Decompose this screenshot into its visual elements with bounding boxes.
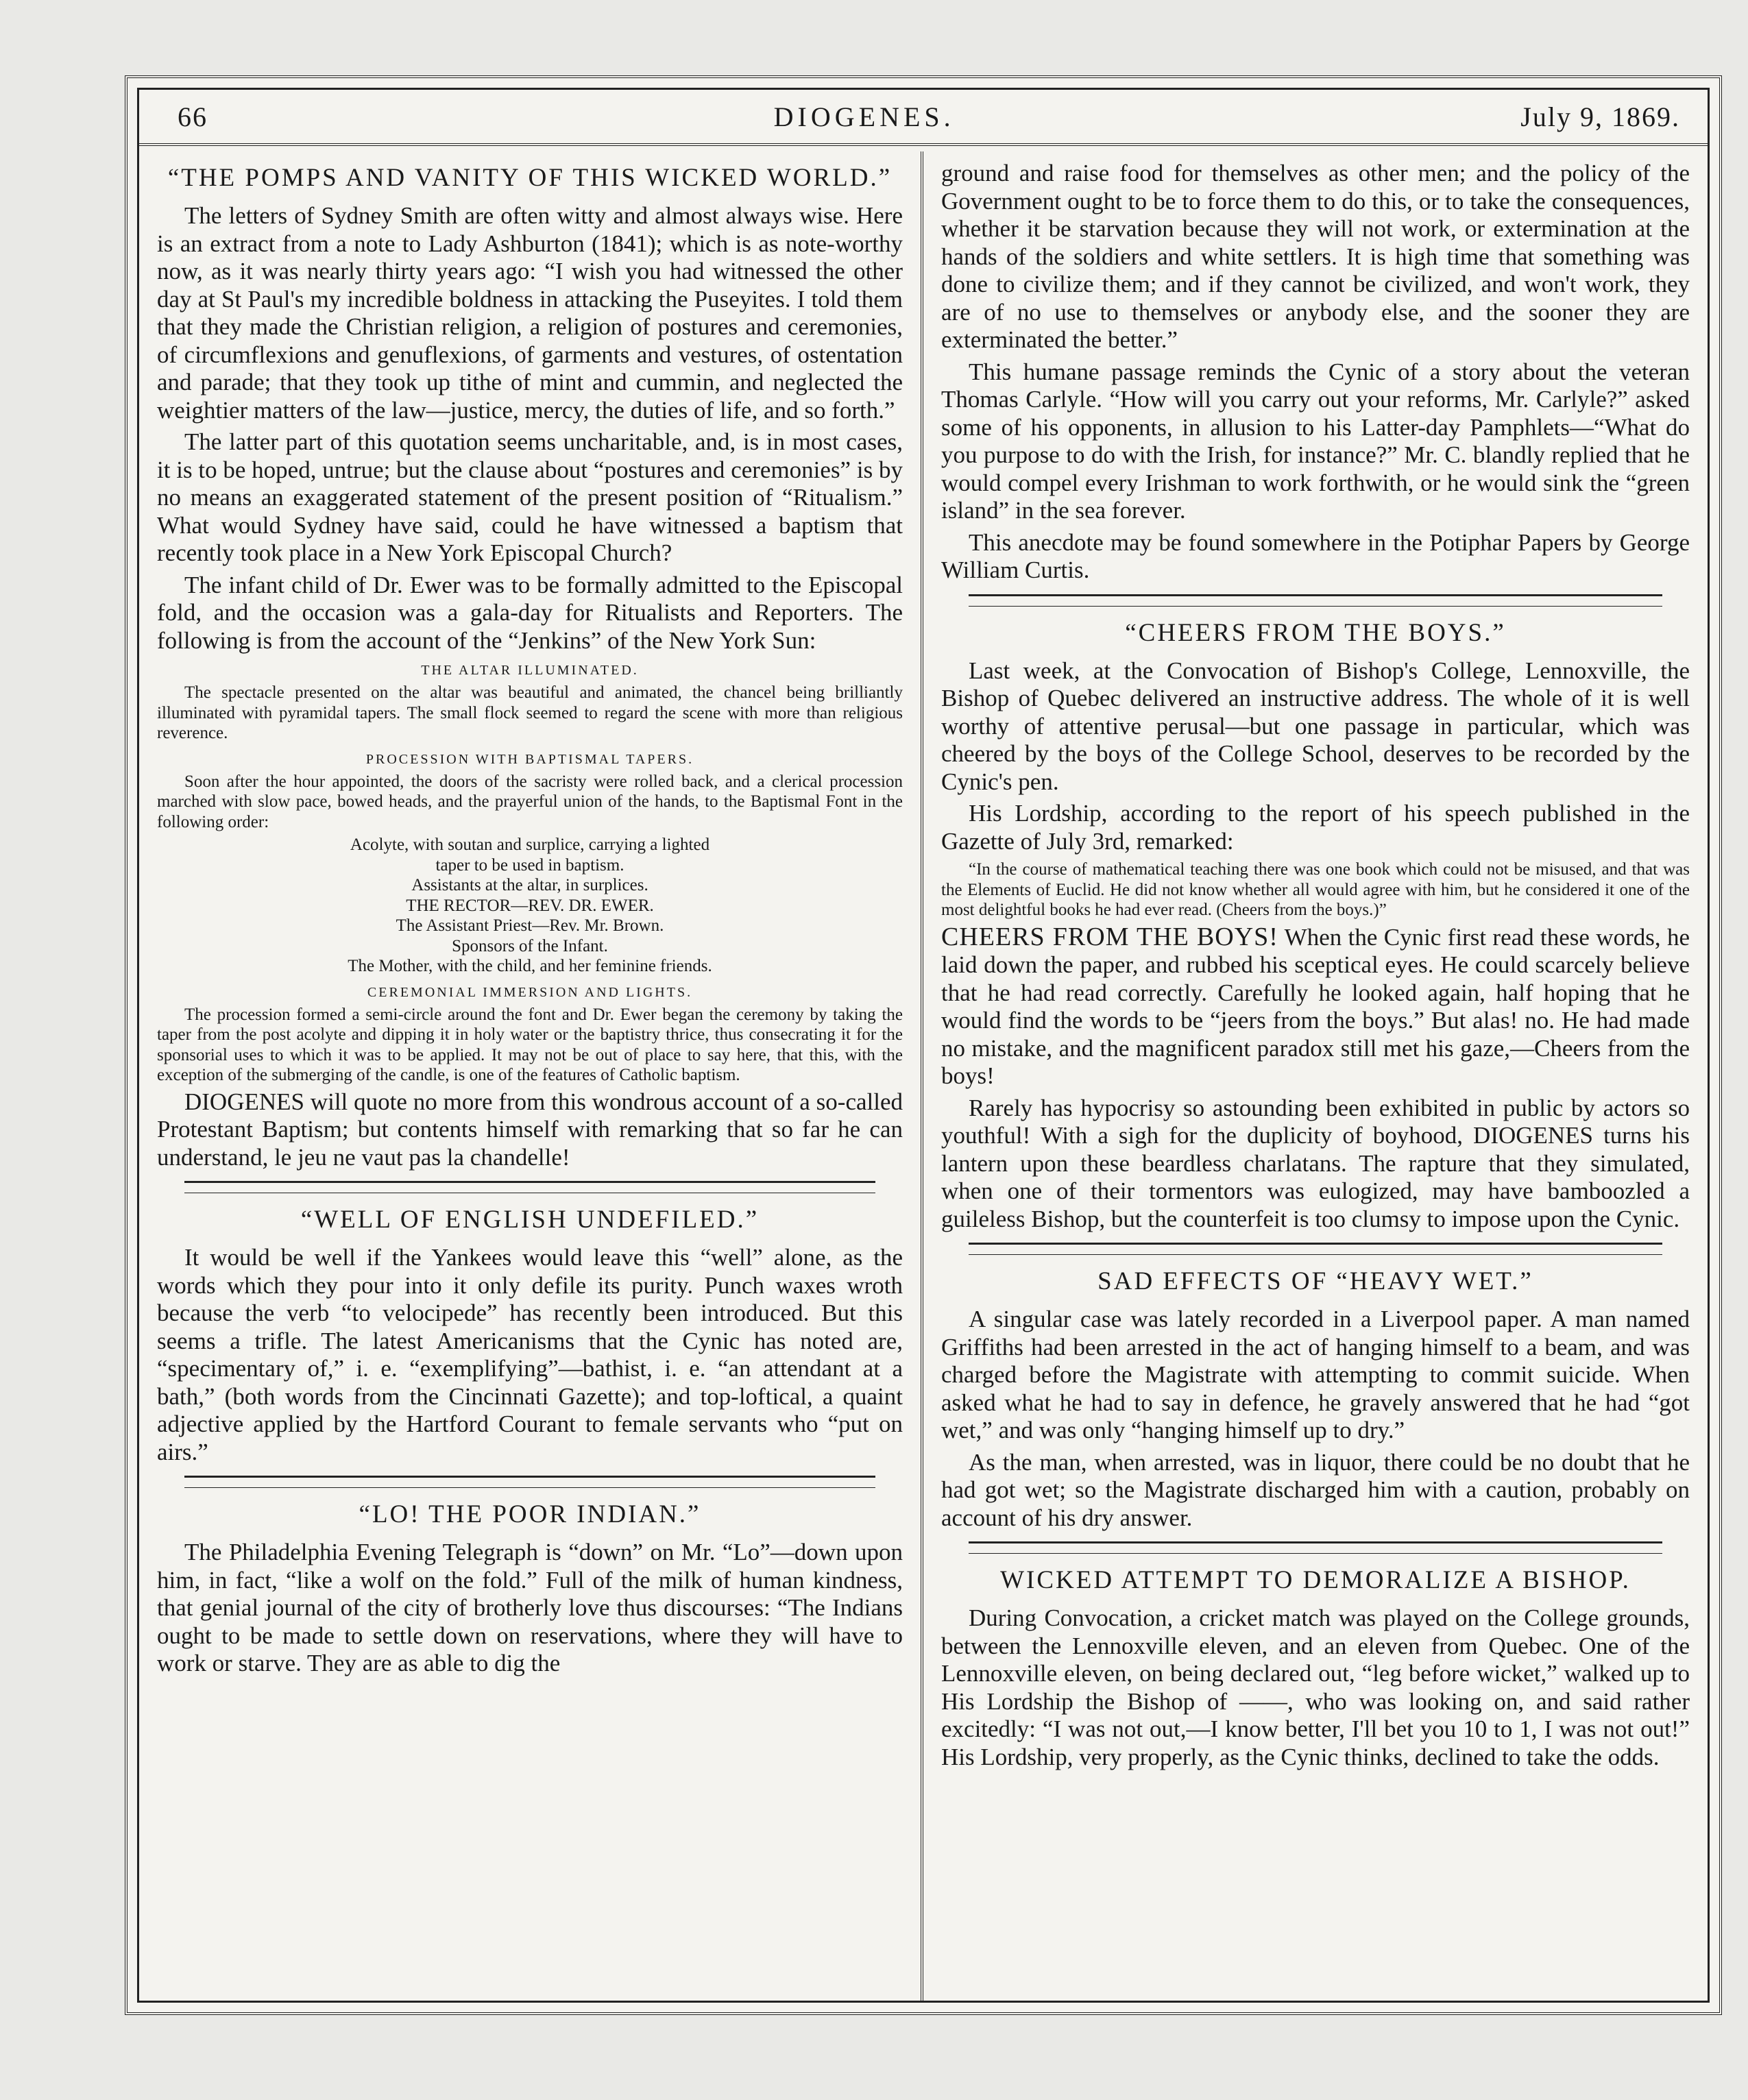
paragraph: This anecdote may be found somewhere in the Potiphar Papers by George William Curtis. — [941, 528, 1690, 583]
paragraph-text: When the Cynic first read these words, he laid down the paper, and rubbed his sceptical eyes. He could scarcely believe that he had read correctly. Carefully he looked again, half hoping that he would find the words to be “jeers from the boys.” But alas! no. He had made no mistake, and the magnificent paradox still met his gaze,—Cheers from the boys! — [941, 923, 1690, 1089]
paragraph: The letters of Sydney Smith are often witty and almost always wise. Here is an extract from a note to Lady Ashburton (1841); which is as note-worthy now, as it was nearly thirty years ago: “I wish you had witnessed the other day at St Paul's my incredible boldness in attacking the Puseyites. I told them that they made the Christian religion, a religion of postures and ceremonies, of circumflexions and genuflexions, of garments and vestures, of ostentation and parade; that they took up tithe of mint and cummin, and neglected the weightier matters of the law—justice, mercy, the duties of life, and so forth.” — [157, 202, 903, 424]
subheading: THE ALTAR ILLUMINATED. — [421, 663, 639, 678]
paragraph: “In the course of mathematical teaching there was one book which could not be misused, and that was the Elements of Euclid. He did not know whether all would agree with him, but he considered it one of the most delightful books he had ever read. (Cheers from the boys.)” — [941, 860, 1690, 919]
order-line: The Assistant Priest—Rev. Mr. Brown. — [396, 916, 664, 935]
masthead-title: DIOGENES. — [773, 101, 955, 132]
paragraph: ground and raise food for themselves as other men; and the policy of the Government ought to be to force them to do this, or to take the consequences, whether it be starvation because they will not work, or extermination at the hands of the soldiers and white settlers. It is high time that something was done to civilize them; and if they cannot be civilized, and won't work, they are of no use to themselves or anybody else, and the sooner they are exterminated the better.” — [941, 160, 1690, 353]
paragraph: This humane passage reminds the Cynic of a story about the veteran Thomas Carlyle. “How will you carry out your reforms, Mr. Carlyle?” asked some of his opponents, in allusion to his Latter-day Pamphlets—“What do you purpose to do with the Irish, for instance?” Mr. C. blandly replied that he would compel every Irishman to work forthwith, or he would sink the “green island” in the sea forever. — [941, 358, 1690, 524]
page-header — [139, 90, 1708, 146]
procession-order — [157, 835, 903, 977]
subheading: PROCESSION WITH BAPTISMAL TAPERS. — [365, 751, 694, 767]
section-divider — [969, 1243, 1662, 1255]
paragraph: As the man, when arrested, was in liquor, there could be no doubt that he had got wet; so the Magistrate discharged him with a caution, probably on account of his dry answer. — [941, 1448, 1690, 1531]
order-line: Assistants at the altar, in surplices. — [411, 876, 648, 894]
order-line: The Mother, with the child, and her feminine friends. — [348, 957, 712, 975]
columns — [139, 151, 1708, 2001]
paragraph: Last week, at the Convocation of Bishop's College, Lennoxville, the Bishop of Quebec delivered an instructive address. The whole of it is well worthy of attentive perusal—but one passage in particular, which was cheered by the boys of the College School, deserves to be recorded by the Cynic's pen. — [941, 657, 1690, 795]
paragraph: DIOGENES will quote no more from this wondrous account of a so-called Protestant Baptism; but contents himself with remarking that so far he can understand, le jeu ne vaut pas la chandelle! — [157, 1088, 903, 1171]
quoted-speech — [941, 859, 1690, 920]
article-title-heavy-wet: SAD EFFECTS OF “HEAVY WET.” — [1097, 1267, 1533, 1295]
order-line: Sponsors of the Infant. — [452, 936, 608, 955]
page-frame — [137, 88, 1710, 2003]
issue-date: July 9, 1869. — [1520, 101, 1680, 132]
paragraph: During Convocation, a cricket match was played on the College grounds, between the Lennoxville eleven, and an eleven from Quebec. One of the Lennoxville eleven, on being declared out, “leg before wicket,” walked up to His Lordship the Bishop of ——, who was looking on, and said rather excitedly: “I was not out,—I know better, I'll bet you 10 to 1, I was not out!” His Lordship, very properly, as the Cynic thinks, declined to take the odds. — [941, 1604, 1690, 1770]
paragraph: Rarely has hypocrisy so astounding been exhibited in public by actors so youthful! With a sigh for the duplicity of boyhood, DIOGENES turns his lantern upon these beardless charlatans. The rapture that they simulated, when one of their tormentors was eulogized, may have bamboozled a guileless Bishop, but the counterfeit is too clumsy to impose upon the Cynic. — [941, 1094, 1690, 1232]
order-line: THE RECTOR—REV. DR. EWER. — [406, 896, 654, 915]
section-divider — [184, 1181, 875, 1193]
section-divider — [969, 1541, 1662, 1554]
order-line: taper to be used in baptism. — [435, 855, 624, 875]
article-title-well: “WELL OF ENGLISH UNDEFILED.” — [300, 1206, 760, 1234]
article-title-bishop: WICKED ATTEMPT TO DEMORALIZE A BISHOP. — [1000, 1566, 1631, 1594]
right-column — [923, 151, 1708, 2001]
section-divider — [184, 1476, 875, 1488]
paragraph: The procession formed a semi-circle around the font and Dr. Ewer began the ceremony by taking the taper from the post acolyte and dipping it in holy water or the baptistry thrice, thus consecrating it for the sponsorial uses to which it was to be applied. It may not be out of place to say here, that this, with the exception of the submerging of the candle, is one of the features of Catholic baptism. — [157, 1005, 903, 1084]
left-column — [139, 151, 923, 2001]
paragraph: His Lordship, according to the report of his speech published in the Gazette of July 3rd, remarked: — [941, 800, 1690, 855]
paragraph: The latter part of this quotation seems uncharitable, and, is in most cases, it is to be hoped, untrue; but the clause about “postures and ceremonies” is by no means an exaggerated statement of the present position of “Ritualism.” What would Sydney have said, could he have witnessed a baptism that recently took place in a New York Episcopal Church? — [157, 428, 903, 566]
paragraph: Soon after the hour appointed, the doors of the sacristy were rolled back, and a clerical procession marched with slow pace, bowed heads, and the prayerful union of the hands, to the Baptismal Font in the following order: — [157, 772, 903, 831]
paragraph: The infant child of Dr. Ewer was to be formally admitted to the Episcopal fold, and the occasion was a gala-day for Ritualists and Reporters. The following is from the account of the “Jenkins” of the New York Sun: — [157, 571, 903, 654]
section-divider — [969, 594, 1662, 607]
paragraph — [941, 923, 1690, 1090]
paragraph: The Philadelphia Evening Telegraph is “down” on Mr. “Lo”—down upon him, in fact, “like a wolf on the fold.” Full of the milk of human kindness, that genial journal of the city of brotherly love thus discourses: “The Indians ought to be made to settle down on reservations, where they will have to work or starve. They are as able to dig the — [157, 1539, 903, 1676]
caps-lead: CHEERS FROM THE BOYS! — [941, 922, 1278, 951]
subheading: CEREMONIAL IMMERSION AND LIGHTS. — [367, 984, 693, 1000]
article-title-indian: “LO! THE POOR INDIAN.” — [359, 1500, 701, 1528]
page-number: 66 — [178, 101, 208, 132]
order-line: Acolyte, with soutan and surplice, carrying a lighted — [350, 835, 710, 854]
paragraph: A singular case was lately recorded in a Liverpool paper. A man named Griffiths had been arrested in the act of hanging himself to a beam, and was charged before the Magistrate with attempting to commit suicide. When asked what he had to say in defence, he gravely answered that he had “got wet,” and was only “hanging himself up to dry.” — [941, 1306, 1690, 1443]
quoted-report — [157, 663, 903, 1086]
paragraph: The spectacle presented on the altar was beautiful and animated, the chancel being brilliantly illuminated with pyramidal tapers. The small flock seemed to regard the scene with more than religious reverence. — [157, 683, 903, 742]
newspaper-page — [125, 75, 1722, 2015]
paragraph: It would be well if the Yankees would leave this “well” alone, as the words which they pour into it only defile its purity. Punch waxes wroth because the verb “to velocipede” has recently been introduced. But this seems a trifle. The latest Americanisms that the Cynic has noted are, “specimentary of,” i. e. “exemplifying”—bathist, i. e. “an attendant at a bath,” (both words from the Cincinnati Gazette); and top-loftical, a quaint adjective applied by the Hartford Courant to female servants who “put on airs.” — [157, 1244, 903, 1465]
article-title-pomps: “THE POMPS AND VANITY OF THIS WICKED WORLD.” — [167, 164, 893, 192]
article-title-cheers: “CHEERS FROM THE BOYS.” — [1125, 618, 1506, 647]
